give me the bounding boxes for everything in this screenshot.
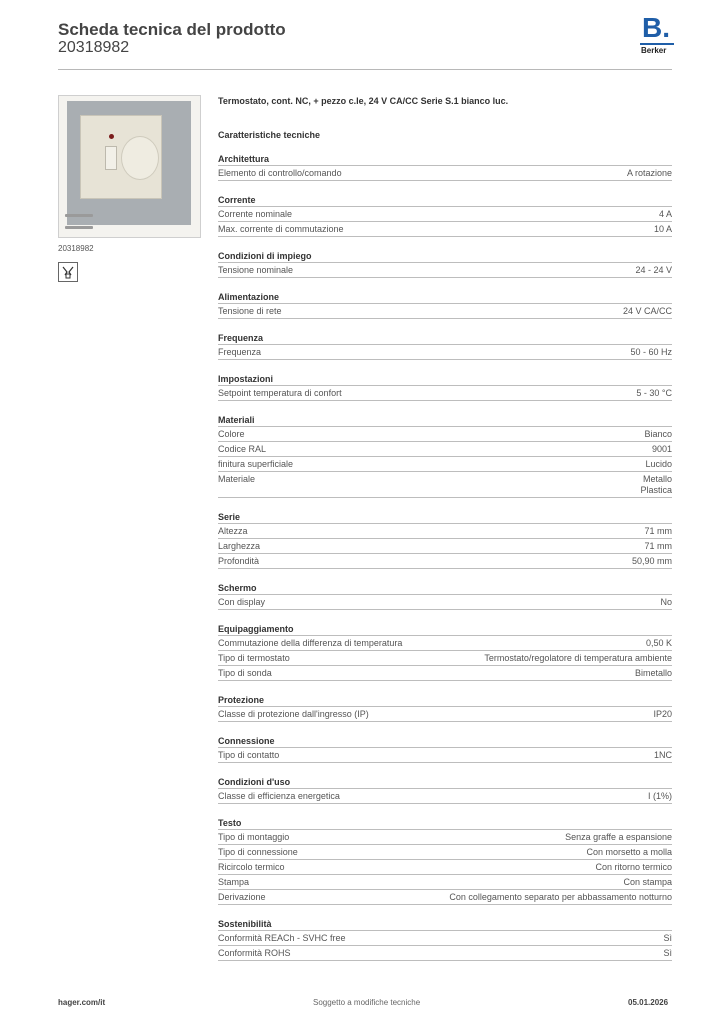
thermometer-plug-icon: [58, 262, 78, 282]
spec-value: 10 A: [653, 224, 672, 234]
spec-group-title: Connessione: [218, 734, 672, 748]
spec-row: [218, 748, 672, 763]
spec-value: 4 A: [658, 209, 672, 219]
spec-label: finitura superficiale: [218, 459, 294, 469]
spec-value: Sì: [663, 933, 672, 943]
spec-label: Tipo di montaggio: [218, 832, 290, 842]
page-title: Scheda tecnica del prodotto: [58, 20, 286, 39]
spec-label: Derivazione: [218, 892, 266, 902]
spec-group: [218, 152, 672, 181]
spec-row: [218, 263, 672, 278]
spec-row: [218, 539, 672, 554]
spec-value: 50 - 60 Hz: [630, 347, 672, 357]
spec-value: 71 mm: [644, 541, 672, 551]
spec-value: I (1%): [647, 791, 672, 801]
spec-row: [218, 595, 672, 610]
image-caption: 20318982: [58, 244, 94, 253]
spec-row: [218, 427, 672, 442]
spec-row: [218, 472, 672, 498]
product-description: Termostato, cont. NC, + pezzo c.le, 24 V CA/CC Serie S.1 bianco luc.: [218, 96, 509, 106]
thermostat-insert: [80, 115, 162, 199]
spec-label: Ricircolo termico: [218, 862, 285, 872]
spec-value: Con stampa: [623, 877, 672, 887]
spec-value: IP20: [653, 709, 672, 719]
spec-label: Codice RAL: [218, 444, 267, 454]
spec-group-title: Condizioni di impiego: [218, 249, 672, 263]
spec-value: Termostato/regolatore di temperatura ambiente: [484, 653, 672, 663]
spec-group-title: Testo: [218, 816, 672, 830]
spec-row: [218, 386, 672, 401]
spec-value: A rotazione: [626, 168, 672, 178]
spec-group: [218, 249, 672, 278]
spec-label: Tensione di rete: [218, 306, 282, 316]
spec-label: Tipo di termostato: [218, 653, 290, 663]
spec-label: Materiale: [218, 474, 256, 484]
spec-group: [218, 331, 672, 360]
spec-value: Con collegamento separato per abbassamento notturno: [449, 892, 672, 902]
spec-label: Tipo di connessione: [218, 847, 298, 857]
spec-group-title: Protezione: [218, 693, 672, 707]
spec-group-title: Condizioni d'uso: [218, 775, 672, 789]
spec-value: Senza graffe a espansione: [565, 832, 672, 842]
spec-label: Altezza: [218, 526, 248, 536]
spec-group-title: Schermo: [218, 581, 672, 595]
spec-group: [218, 622, 672, 681]
spec-label: Stampa: [218, 877, 250, 887]
spec-label: Elemento di controllo/comando: [218, 168, 342, 178]
spec-group: [218, 775, 672, 804]
spec-group-title: Serie: [218, 510, 672, 524]
spec-group: [218, 816, 672, 905]
spec-row: [218, 946, 672, 961]
spec-row: [218, 457, 672, 472]
spec-label: Larghezza: [218, 541, 261, 551]
spec-label: Classe di efficienza energetica: [218, 791, 340, 801]
temperature-dial: [121, 136, 159, 180]
screw-icon: [65, 226, 93, 229]
spec-row: [218, 304, 672, 319]
spec-row: [218, 875, 672, 890]
spec-row: [218, 666, 672, 681]
rocker-switch: [105, 146, 117, 170]
spec-group-title: Frequenza: [218, 331, 672, 345]
spec-table: [218, 152, 672, 973]
spec-group: [218, 917, 672, 961]
indicator-lamp: [109, 134, 114, 139]
spec-group-title: Corrente: [218, 193, 672, 207]
logo-letter: B.: [642, 12, 670, 43]
spec-group-title: Sostenibilità: [218, 917, 672, 931]
spec-group-title: Architettura: [218, 152, 672, 166]
spec-value: 1NC: [653, 750, 672, 760]
spec-label: Tipo di contatto: [218, 750, 280, 760]
spec-label: Conformità ROHS: [218, 948, 291, 958]
spec-group-title: Equipaggiamento: [218, 622, 672, 636]
spec-label: Tipo di sonda: [218, 668, 272, 678]
spec-value: Con morsetto a molla: [586, 847, 672, 857]
cover-plate: [67, 101, 191, 225]
spec-label: Colore: [218, 429, 245, 439]
spec-label: Corrente nominale: [218, 209, 293, 219]
spec-row: [218, 222, 672, 237]
spec-row: [218, 345, 672, 360]
spec-value: 5 - 30 °C: [636, 388, 672, 398]
spec-value: 24 V CA/CC: [622, 306, 672, 316]
spec-group: [218, 413, 672, 498]
spec-group-title: Alimentazione: [218, 290, 672, 304]
berker-logo: [640, 12, 674, 56]
spec-row: [218, 860, 672, 875]
spec-value: Con ritorno termico: [595, 862, 672, 872]
spec-row: [218, 789, 672, 804]
spec-group: [218, 510, 672, 569]
spec-value: Lucido: [645, 459, 672, 469]
screw-icon: [65, 214, 93, 217]
spec-label: Conformità REACh - SVHC free: [218, 933, 346, 943]
spec-value: 50,90 mm: [631, 556, 672, 566]
spec-row: [218, 207, 672, 222]
spec-value: 9001: [651, 444, 672, 454]
spec-group: [218, 693, 672, 722]
spec-row: [218, 845, 672, 860]
spec-group: [218, 290, 672, 319]
footer-date: 05.01.2026: [628, 998, 669, 1007]
logo-text: Berker: [641, 46, 667, 55]
spec-value: Bianco: [644, 429, 672, 439]
spec-label: Profondità: [218, 556, 260, 566]
spec-label: Con display: [218, 597, 266, 607]
spec-row: [218, 442, 672, 457]
spec-group: [218, 734, 672, 763]
spec-row: [218, 931, 672, 946]
spec-value: 24 - 24 V: [635, 265, 672, 275]
spec-row: [218, 890, 672, 905]
footer-website[interactable]: hager.com/it: [58, 998, 106, 1007]
spec-label: Frequenza: [218, 347, 262, 357]
logo-bar: [640, 43, 674, 45]
spec-value: No: [660, 597, 672, 607]
spec-label: Commutazione della differenza di temperatura: [218, 638, 403, 648]
spec-group: [218, 193, 672, 237]
spec-value: Sì: [663, 948, 672, 958]
spec-row: [218, 636, 672, 651]
spec-label: Setpoint temperatura di confort: [218, 388, 342, 398]
product-image: [58, 95, 201, 238]
spec-group-title: Impostazioni: [218, 372, 672, 386]
spec-group: [218, 581, 672, 610]
spec-label: Max. corrente di commutazione: [218, 224, 344, 234]
spec-value: Metallo Plastica: [640, 474, 672, 495]
header-divider: [58, 69, 672, 70]
spec-row: [218, 524, 672, 539]
spec-value: 71 mm: [644, 526, 672, 536]
spec-row: [218, 651, 672, 666]
spec-value: Bimetallo: [634, 668, 672, 678]
spec-label: Classe di protezione dall'ingresso (IP): [218, 709, 369, 719]
spec-row: [218, 830, 672, 845]
spec-value: 0,50 K: [645, 638, 672, 648]
spec-label: Tensione nominale: [218, 265, 294, 275]
spec-group-title: Materiali: [218, 413, 672, 427]
spec-row: [218, 707, 672, 722]
spec-row: [218, 166, 672, 181]
product-number: 20318982: [58, 39, 130, 56]
footer-note: Soggetto a modifiche tecniche: [313, 998, 421, 1007]
spec-row: [218, 554, 672, 569]
section-title: Caratteristiche tecniche: [218, 130, 321, 140]
spec-group: [218, 372, 672, 401]
